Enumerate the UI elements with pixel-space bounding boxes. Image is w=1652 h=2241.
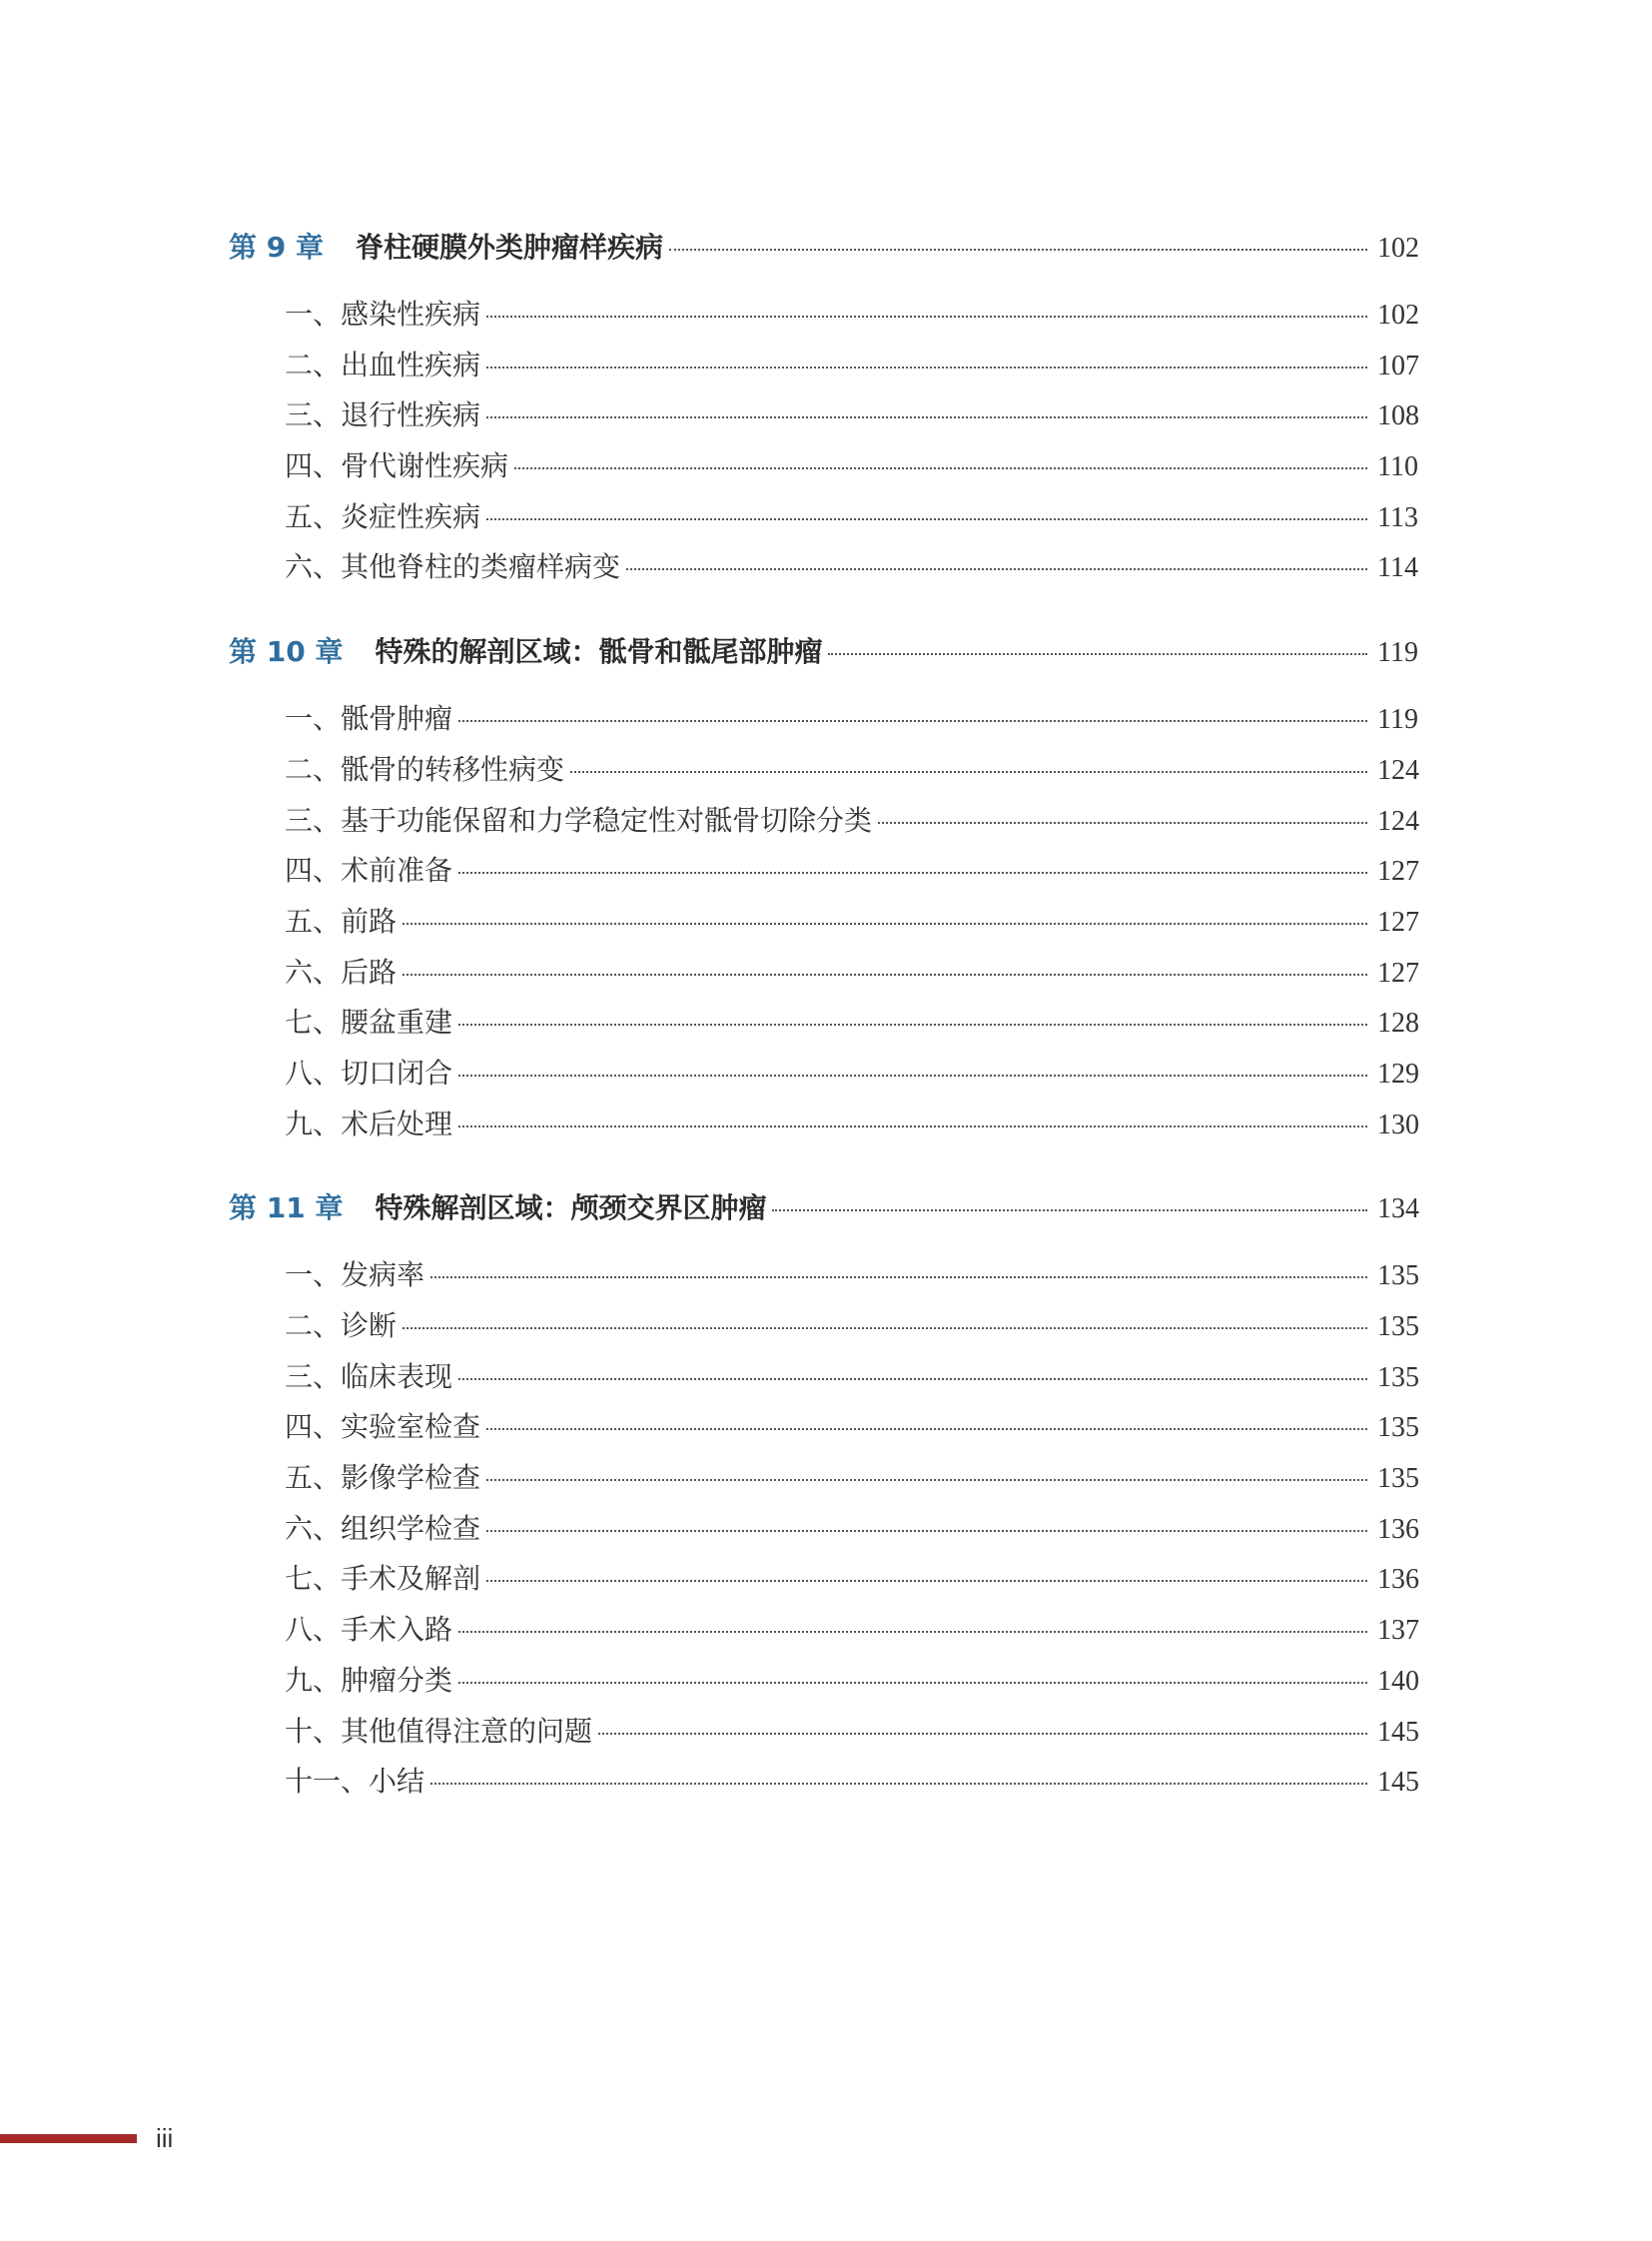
section-page-number: 124 bbox=[1377, 805, 1419, 837]
dot-leader bbox=[598, 1733, 1367, 1735]
section-label: 三、基于功能保留和力学稳定性对骶骨切除分类 bbox=[285, 803, 873, 837]
dot-leader bbox=[486, 316, 1367, 318]
section-entry[interactable] bbox=[229, 1659, 1427, 1710]
dot-leader bbox=[458, 1378, 1367, 1380]
section-entry[interactable] bbox=[229, 1304, 1427, 1355]
dot-leader bbox=[486, 1580, 1367, 1582]
section-label: 九、术后处理 bbox=[285, 1107, 453, 1140]
section-page-number: 136 bbox=[1377, 1564, 1419, 1596]
dot-leader bbox=[430, 1276, 1367, 1278]
section-label: 十、其他值得注意的问题 bbox=[285, 1714, 593, 1748]
section-entry[interactable] bbox=[229, 1405, 1427, 1456]
section-label: 二、骶骨的转移性病变 bbox=[285, 752, 565, 786]
section-label: 二、出血性疾病 bbox=[285, 348, 481, 381]
dot-leader bbox=[486, 367, 1367, 369]
section-page-number: 124 bbox=[1377, 754, 1419, 786]
section-label: 五、炎症性疾病 bbox=[285, 499, 481, 533]
section-list bbox=[229, 697, 1427, 1152]
section-entry[interactable] bbox=[229, 748, 1427, 799]
chapter-block bbox=[229, 1186, 1427, 1811]
dot-leader bbox=[828, 653, 1367, 655]
section-entry[interactable] bbox=[229, 1052, 1427, 1103]
dot-leader bbox=[772, 1209, 1367, 1211]
dot-leader bbox=[486, 416, 1367, 418]
section-label: 二、诊断 bbox=[285, 1309, 398, 1342]
dot-leader bbox=[626, 568, 1367, 570]
section-list bbox=[229, 1253, 1427, 1811]
section-page-number: 140 bbox=[1377, 1665, 1419, 1697]
section-label: 四、骨代谢性疾病 bbox=[285, 449, 509, 483]
chapter-title: 脊柱硬膜外类肿瘤样疾病 bbox=[355, 231, 663, 264]
section-entry[interactable] bbox=[229, 293, 1427, 344]
dot-leader bbox=[458, 872, 1367, 874]
dot-leader bbox=[430, 1783, 1367, 1785]
dot-leader bbox=[486, 518, 1367, 520]
section-page-number: 135 bbox=[1377, 1260, 1419, 1292]
section-page-number: 129 bbox=[1377, 1058, 1419, 1090]
section-entry[interactable] bbox=[229, 1760, 1427, 1811]
section-label: 十一、小结 bbox=[285, 1765, 425, 1799]
dot-leader bbox=[458, 1682, 1367, 1684]
dot-leader bbox=[570, 771, 1367, 773]
chapter-number: 第 9 章 bbox=[229, 231, 324, 264]
dot-leader bbox=[403, 974, 1367, 976]
section-page-number: 130 bbox=[1377, 1109, 1419, 1140]
section-entry[interactable] bbox=[229, 697, 1427, 748]
section-entry[interactable] bbox=[229, 1253, 1427, 1304]
chapter-block bbox=[229, 226, 1427, 596]
dot-leader bbox=[486, 1479, 1367, 1481]
dot-leader bbox=[458, 1075, 1367, 1077]
dot-leader bbox=[403, 923, 1367, 925]
section-entry[interactable] bbox=[229, 1608, 1427, 1659]
section-page-number: 127 bbox=[1377, 906, 1419, 938]
chapter-title: 特殊解剖区域：颅颈交界区肿瘤 bbox=[375, 1191, 767, 1225]
chapter-entry[interactable] bbox=[229, 630, 1427, 680]
dot-leader bbox=[458, 1125, 1367, 1127]
section-entry[interactable] bbox=[229, 444, 1427, 495]
section-label: 九、肿瘤分类 bbox=[285, 1663, 453, 1697]
section-label: 一、骶骨肿瘤 bbox=[285, 702, 453, 736]
section-entry[interactable] bbox=[229, 900, 1427, 951]
section-label: 六、其他脊柱的类瘤样病变 bbox=[285, 550, 621, 584]
section-label: 八、手术入路 bbox=[285, 1613, 453, 1647]
chapter-title: 特殊的解剖区域：骶骨和骶尾部肿瘤 bbox=[375, 635, 823, 669]
section-entry[interactable] bbox=[229, 1557, 1427, 1608]
section-page-number: 135 bbox=[1377, 1361, 1419, 1393]
section-page-number: 135 bbox=[1377, 1311, 1419, 1342]
section-entry[interactable] bbox=[229, 1710, 1427, 1761]
dot-leader bbox=[486, 1530, 1367, 1532]
section-label: 一、发病率 bbox=[285, 1258, 425, 1292]
dot-leader bbox=[458, 1631, 1367, 1633]
section-label: 五、前路 bbox=[285, 904, 398, 938]
section-label: 五、影像学检查 bbox=[285, 1461, 481, 1495]
section-label: 六、后路 bbox=[285, 955, 398, 989]
dot-leader bbox=[458, 1024, 1367, 1026]
section-page-number: 113 bbox=[1377, 501, 1418, 533]
section-label: 七、腰盆重建 bbox=[285, 1006, 453, 1040]
section-page-number: 135 bbox=[1377, 1412, 1419, 1444]
section-page-number: 127 bbox=[1377, 856, 1419, 888]
section-entry[interactable] bbox=[229, 1507, 1427, 1558]
dot-leader bbox=[458, 720, 1367, 722]
section-label: 六、组织学检查 bbox=[285, 1511, 481, 1545]
section-page-number: 137 bbox=[1377, 1615, 1419, 1647]
chapter-entry[interactable] bbox=[229, 226, 1427, 276]
section-label: 四、实验室检查 bbox=[285, 1410, 481, 1444]
chapter-entry[interactable] bbox=[229, 1186, 1427, 1236]
section-page-number: 135 bbox=[1377, 1463, 1419, 1495]
section-label: 八、切口闭合 bbox=[285, 1056, 453, 1090]
section-page-number: 114 bbox=[1377, 552, 1418, 584]
section-entry[interactable] bbox=[229, 849, 1427, 900]
section-entry[interactable] bbox=[229, 1103, 1427, 1153]
chapter-number: 第 10 章 bbox=[229, 635, 344, 669]
section-page-number: 145 bbox=[1377, 1767, 1419, 1799]
section-label: 四、术前准备 bbox=[285, 854, 453, 888]
dot-leader bbox=[878, 822, 1367, 824]
table-of-contents bbox=[229, 226, 1427, 1845]
section-entry[interactable] bbox=[229, 1001, 1427, 1052]
section-page-number: 110 bbox=[1377, 451, 1418, 483]
chapter-number: 第 11 章 bbox=[229, 1191, 344, 1225]
dot-leader bbox=[514, 467, 1367, 469]
section-label: 三、退行性疾病 bbox=[285, 398, 481, 432]
section-page-number: 102 bbox=[1377, 300, 1419, 331]
chapter-page-number: 134 bbox=[1377, 1193, 1419, 1225]
section-entry[interactable] bbox=[229, 1456, 1427, 1507]
section-label: 三、临床表现 bbox=[285, 1359, 453, 1393]
section-page-number: 145 bbox=[1377, 1716, 1419, 1748]
section-entry[interactable] bbox=[229, 799, 1427, 850]
section-entry[interactable] bbox=[229, 495, 1427, 546]
dot-leader bbox=[669, 249, 1367, 251]
section-entry[interactable] bbox=[229, 344, 1427, 394]
chapter-page-number: 102 bbox=[1377, 233, 1419, 264]
section-page-number: 127 bbox=[1377, 957, 1419, 989]
section-list bbox=[229, 293, 1427, 596]
section-page-number: 128 bbox=[1377, 1008, 1419, 1040]
footer-page-number: iii bbox=[156, 2123, 174, 2153]
section-label: 七、手术及解剖 bbox=[285, 1562, 481, 1596]
footer-accent-bar bbox=[0, 2134, 137, 2143]
section-entry[interactable] bbox=[229, 951, 1427, 1002]
chapter-page-number: 119 bbox=[1377, 637, 1418, 669]
section-entry[interactable] bbox=[229, 393, 1427, 444]
section-page-number: 107 bbox=[1377, 350, 1419, 381]
chapter-block bbox=[229, 630, 1427, 1152]
section-page-number: 136 bbox=[1377, 1513, 1419, 1545]
section-entry[interactable] bbox=[229, 1355, 1427, 1406]
dot-leader bbox=[403, 1327, 1367, 1329]
dot-leader bbox=[486, 1428, 1367, 1430]
section-entry[interactable] bbox=[229, 545, 1427, 596]
section-page-number: 119 bbox=[1377, 704, 1418, 736]
section-label: 一、感染性疾病 bbox=[285, 298, 481, 331]
section-page-number: 108 bbox=[1377, 400, 1419, 432]
